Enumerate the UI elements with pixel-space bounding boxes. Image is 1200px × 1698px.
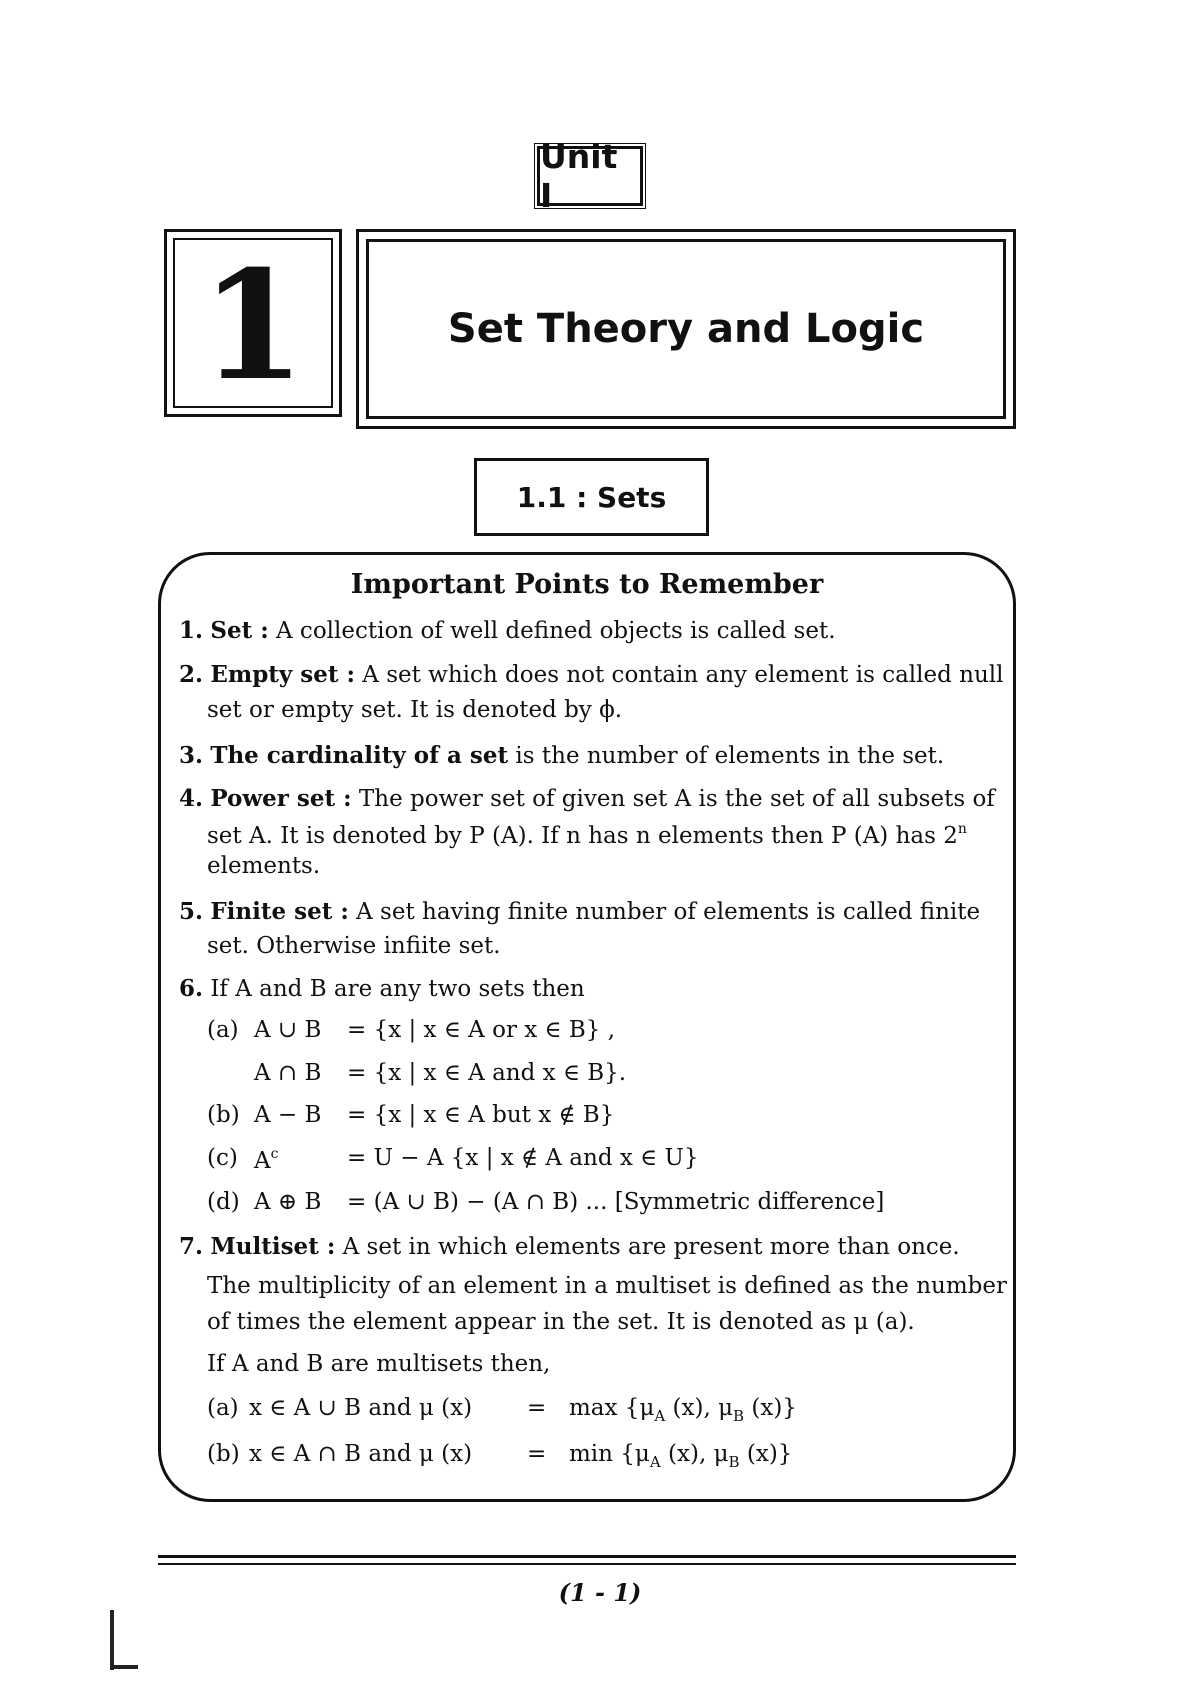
box-heading: Important Points to Remember <box>350 569 824 600</box>
point-6: 6. If A and B are any two sets then <box>179 975 585 1002</box>
point-5-line-2: set. Otherwise infiite set. <box>207 933 501 959</box>
footer-rule <box>158 1555 1016 1558</box>
point-6d-rhs: = (A ∪ B) − (A ∩ B) ... [Symmetric difference] <box>347 1189 885 1215</box>
point-7a-lhs: x ∈ A ∪ B and μ (x) <box>249 1395 473 1421</box>
chapter-title: Set Theory and Logic <box>447 306 925 352</box>
point-6c-rhs: = U − A {x | x ∉ A and x ∈ U} <box>347 1145 699 1171</box>
scan-edge-mark <box>110 1610 114 1670</box>
point-6a-label: (a) <box>207 1017 239 1043</box>
point-7b-lhs: x ∈ A ∩ B and μ (x) <box>249 1441 473 1467</box>
chapter-number-box <box>164 229 342 417</box>
point-7a-rhs: $\max \{\mu_A$ (x), $\mu_B$ (x)} <box>569 1395 797 1425</box>
point-4-line-2: set A. It is denoted by P (A). If n has n elements then P (A) has 2$^n$ <box>207 821 967 849</box>
scan-edge-mark-foot <box>112 1665 138 1669</box>
point-6a-intersection-rhs: = {x | x ∈ A and x ∈ B}. <box>347 1060 627 1086</box>
point-6b-rhs: = {x | x ∈ A but x ∉ B} <box>347 1102 615 1128</box>
point-6a-union-rhs: = {x | x ∈ A or x ∈ B} , <box>347 1017 616 1043</box>
point-7: 7. Multiset : A set in which elements are present more than once. <box>179 1233 960 1260</box>
point-2-line-2: set or empty set. It is denoted by ϕ. <box>207 697 623 723</box>
point-7-intro: If A and B are multisets then, <box>207 1351 551 1377</box>
point-5: 5. Finite set : A set having finite number of elements is called finite <box>179 898 981 925</box>
point-6d-lhs: A ⊕ B <box>254 1189 322 1215</box>
point-4: 4. Power set : The power set of given set A is the set of all subsets of <box>179 785 995 812</box>
point-6d-label: (d) <box>207 1189 240 1215</box>
point-7b-rhs: $\min \{\mu_A$ (x), $\mu_B$ (x)} <box>569 1441 793 1471</box>
point-6a-union-lhs: A ∪ B <box>254 1017 322 1043</box>
point-2: 2. Empty set : A set which does not contain any element is called null <box>179 661 1004 688</box>
point-3: 3. The cardinality of a set is the number of elements in the set. <box>179 742 945 769</box>
unit-label: Unit I <box>537 146 643 206</box>
section-heading: 1.1 : Sets <box>474 458 709 536</box>
important-points-box <box>158 552 1016 1502</box>
point-7a-eq: = <box>527 1395 547 1421</box>
chapter-title-box <box>356 229 1016 429</box>
point-7-desc-2: of times the element appear in the set. It is denoted as μ (a). <box>207 1309 915 1335</box>
point-7-desc-1: The multiplicity of an element in a multiset is defined as the number <box>207 1273 1007 1299</box>
point-7b-eq: = <box>527 1441 547 1467</box>
point-6a-intersection-lhs: A ∩ B <box>254 1060 322 1086</box>
point-1: 1. Set : A collection of well defined objects is called set. <box>179 617 836 644</box>
point-6b-lhs: A − B <box>254 1102 322 1128</box>
chapter-number: 1 <box>200 238 306 414</box>
footer-rule-thin <box>158 1563 1016 1565</box>
point-7b-label: (b) <box>207 1441 240 1467</box>
point-6c-label: (c) <box>207 1145 238 1171</box>
page-number: (1 - 1) <box>558 1578 642 1607</box>
point-4-line-3: elements. <box>207 853 321 879</box>
point-6b-label: (b) <box>207 1102 240 1128</box>
point-6c-lhs: $A^c$ <box>254 1146 279 1174</box>
point-7a-label: (a) <box>207 1395 239 1421</box>
